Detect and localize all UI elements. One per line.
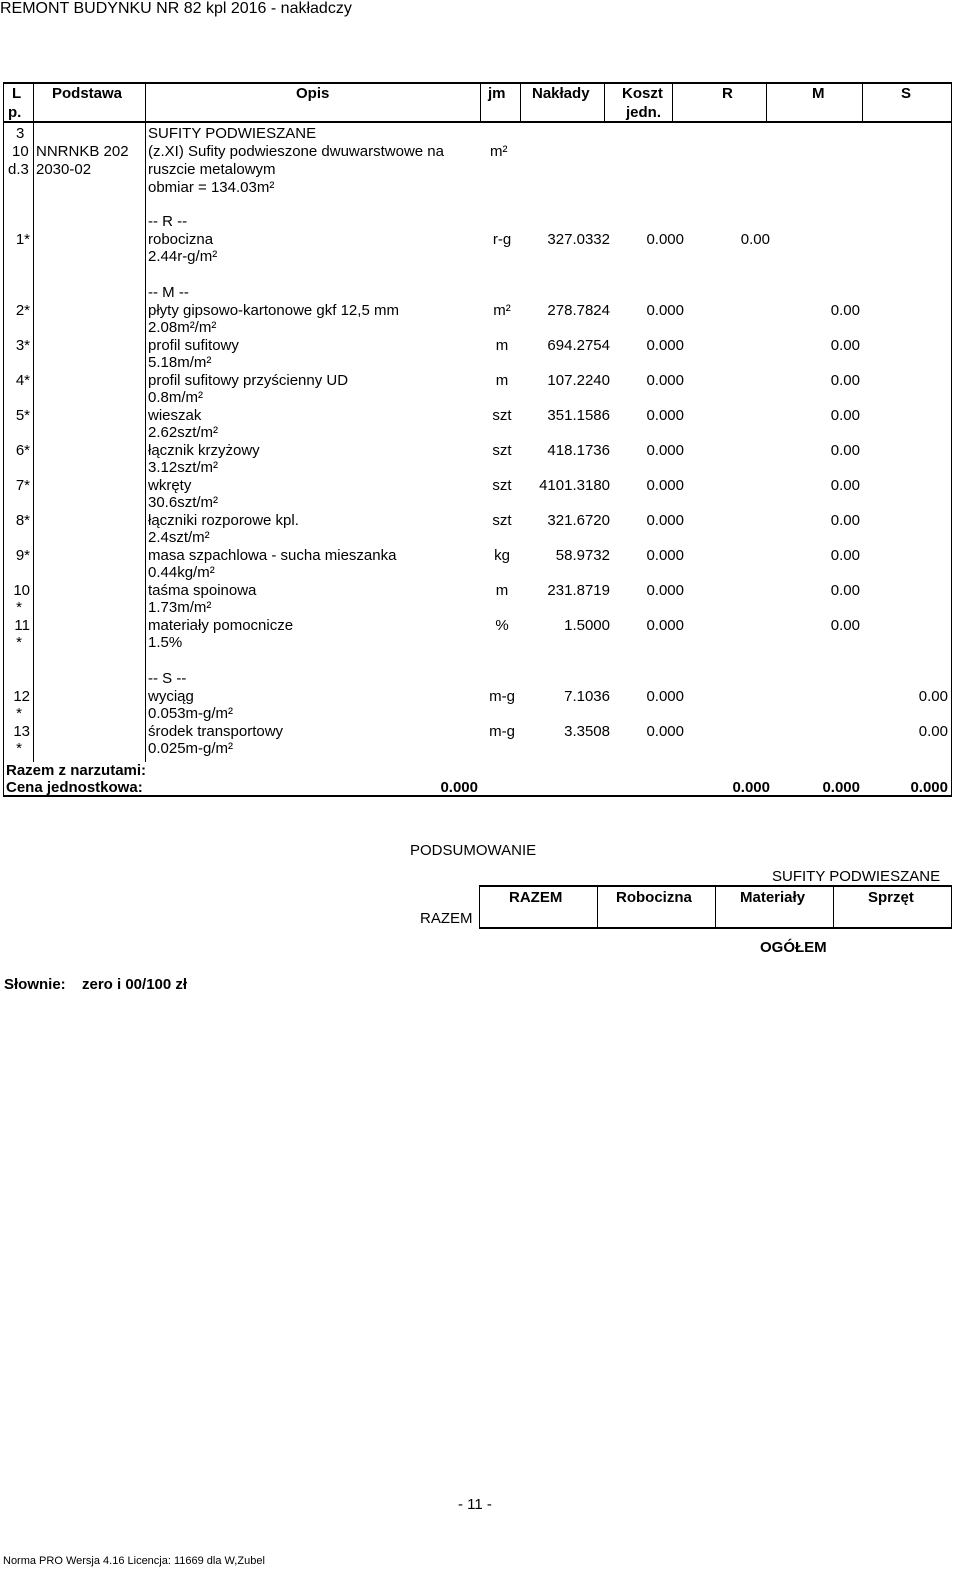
row-jm: szt [492, 512, 512, 529]
col-header-m: M [812, 85, 825, 102]
row-norm: 30.6szt/m² [148, 494, 219, 511]
row-name: materiały pomocnicze [148, 617, 294, 634]
section-title: SUFITY PODWIESZANE [148, 125, 317, 142]
col-divider-r [766, 82, 767, 122]
row-value: 0.00 [918, 723, 948, 740]
row-price: 0.000 [646, 231, 684, 248]
row-value: 0.00 [830, 477, 860, 494]
row-price: 0.000 [646, 617, 684, 634]
row-price: 0.000 [646, 688, 684, 705]
summary-total-label: OGÓŁEM [760, 939, 827, 956]
row-price: 0.000 [646, 723, 684, 740]
slownie-label: Słownie: [4, 976, 66, 993]
row-qty: 107.2240 [547, 372, 610, 389]
col-divider-naklady [604, 82, 605, 122]
row-qty: 3.3508 [564, 723, 610, 740]
col-divider-opis [480, 82, 481, 122]
cena-value: 0.000 [440, 779, 478, 796]
row-name: taśma spoinowa [148, 582, 257, 599]
row-lp: 8* [15, 512, 30, 529]
row-jm: szt [492, 442, 512, 459]
row-norm: 2.62szt/m² [148, 424, 219, 441]
row-value: 0.00 [830, 512, 860, 529]
row-lp: 3* [15, 337, 30, 354]
row-norm: 2.08m²/m² [148, 319, 217, 336]
row-price: 0.000 [646, 582, 684, 599]
summary-row-label: RAZEM [420, 910, 473, 927]
position-measure: obmiar = 134.03m² [148, 179, 275, 196]
cena-r: 0.000 [732, 779, 770, 796]
row-qty: 231.8719 [547, 582, 610, 599]
row-lp-star: * [16, 740, 22, 757]
position-basis-code: 2030-02 [36, 161, 92, 178]
row-lp: 1* [15, 231, 30, 248]
row-price: 0.000 [646, 512, 684, 529]
summary-title: PODSUMOWANIE [410, 842, 537, 859]
row-value: 0.00 [830, 337, 860, 354]
col-header-koszt-2: jedn. [626, 104, 662, 121]
row-jm: m-g [489, 723, 515, 740]
row-jm: kg [494, 547, 510, 564]
position-basis: NNRNKB 202 [36, 143, 129, 160]
row-norm: 3.12szt/m² [148, 459, 219, 476]
table-right-border [951, 82, 952, 797]
col-divider-lp [33, 82, 34, 762]
summary-col-razem: RAZEM [509, 889, 563, 906]
position-description: (z.XI) Sufity podwieszone dwuwarstwowe na [148, 143, 444, 160]
summary-right-border [951, 885, 952, 929]
col-header-koszt: Koszt [622, 85, 663, 102]
row-lp: 10 [13, 582, 30, 599]
row-qty: 7.1036 [564, 688, 610, 705]
row-price: 0.000 [646, 407, 684, 424]
row-jm: m² [493, 302, 511, 319]
row-jm: m [495, 337, 509, 354]
position-description-cont: ruszcie metalowym [148, 161, 276, 178]
row-jm: % [495, 617, 509, 634]
position-number: 10 [12, 143, 29, 160]
row-name: robocizna [148, 231, 214, 248]
row-price: 0.000 [646, 337, 684, 354]
row-norm: 5.18m/m² [148, 354, 212, 371]
col-header-jm: jm [488, 85, 506, 102]
row-lp: 7* [15, 477, 30, 494]
row-name: profil sufitowy przyścienny UD [148, 372, 349, 389]
row-norm: 0.44kg/m² [148, 564, 215, 581]
row-price: 0.000 [646, 302, 684, 319]
row-value: 0.00 [830, 617, 860, 634]
row-qty: 1.5000 [564, 617, 610, 634]
row-price: 0.000 [646, 442, 684, 459]
row-jm: m [495, 372, 509, 389]
row-lp: 5* [15, 407, 30, 424]
row-lp: 6* [15, 442, 30, 459]
row-name: profil sufitowy [148, 337, 239, 354]
group-header-r: -- R -- [148, 213, 188, 230]
summary-col-robocizna: Robocizna [616, 889, 692, 906]
col-divider-m [862, 82, 863, 122]
row-lp: 12 [13, 688, 30, 705]
cena-s: 0.000 [910, 779, 948, 796]
col-divider-podstawa [145, 82, 146, 762]
col-header-podstawa: Podstawa [52, 85, 123, 102]
row-lp: 9* [15, 547, 30, 564]
cena-label: Cena jednostkowa: [6, 779, 143, 796]
row-norm: 1.73m/m² [148, 599, 212, 616]
razem-label: Razem z narzutami: [6, 762, 147, 779]
summary-left-border [479, 885, 480, 929]
row-lp: 11 [14, 617, 30, 634]
table-left-border [3, 82, 4, 797]
col-divider-jm [520, 82, 521, 122]
row-value: 0.00 [830, 582, 860, 599]
page-number: - 11 - [458, 1496, 492, 1513]
col-header-s: S [901, 85, 912, 102]
row-norm: 2.4szt/m² [148, 529, 210, 546]
row-value: 0.00 [740, 231, 770, 248]
row-qty: 4101.3180 [539, 477, 610, 494]
col-header-lp-2: p. [8, 104, 22, 121]
row-qty: 694.2754 [547, 337, 610, 354]
cena-m: 0.000 [822, 779, 860, 796]
row-norm: 0.053m-g/m² [148, 705, 234, 722]
row-lp-star: * [16, 599, 22, 616]
row-lp: 13 [13, 723, 30, 740]
row-qty: 327.0332 [547, 231, 610, 248]
row-qty: 418.1736 [547, 442, 610, 459]
row-norm: 0.025m-g/m² [148, 740, 234, 757]
row-jm: m-g [489, 688, 515, 705]
row-qty: 351.1586 [547, 407, 610, 424]
row-name: łącznik krzyżowy [148, 442, 260, 459]
row-jm: m [495, 582, 509, 599]
summary-divider-3 [833, 885, 834, 929]
row-lp: 2* [15, 302, 30, 319]
position-unit: m² [490, 143, 508, 160]
slownie-value: zero i 00/100 zł [82, 976, 188, 993]
row-norm: 1.5% [148, 634, 183, 651]
group-header-m: -- M -- [148, 284, 189, 301]
row-jm: r-g [492, 231, 512, 248]
summary-divider-1 [597, 885, 598, 929]
footer-license: Norma PRO Wersja 4.16 Licencja: 11669 dla W,Zubel [3, 1555, 265, 1567]
summary-section: SUFITY PODWIESZANE [772, 868, 941, 885]
row-value: 0.00 [830, 372, 860, 389]
document-title: REMONT BUDYNKU NR 82 kpl 2016 - nakładczy [0, 0, 352, 17]
group-header-s: -- S -- [148, 670, 187, 687]
row-qty: 278.7824 [547, 302, 610, 319]
col-header-lp: L [12, 85, 22, 102]
col-header-r: R [722, 85, 733, 102]
row-lp-star: * [16, 705, 22, 722]
summary-divider-2 [715, 885, 716, 929]
row-lp: 4* [15, 372, 30, 389]
row-name: łączniki rozporowe kpl. [148, 512, 299, 529]
row-norm: 2.44r-g/m² [148, 248, 218, 265]
summary-col-materialy: Materiały [740, 889, 806, 906]
row-name: wieszak [148, 407, 202, 424]
row-name: wyciąg [148, 688, 194, 705]
row-name: wkręty [148, 477, 192, 494]
col-header-opis: Opis [296, 85, 330, 102]
col-header-naklady: Nakłady [532, 85, 590, 102]
col-divider-koszt [672, 82, 673, 122]
summary-col-sprzet: Sprzęt [868, 889, 914, 906]
row-value: 0.00 [830, 302, 860, 319]
row-norm: 0.8m/m² [148, 389, 204, 406]
row-qty: 58.9732 [555, 547, 610, 564]
row-value: 0.00 [918, 688, 948, 705]
row-jm: szt [492, 477, 512, 494]
row-jm: szt [492, 407, 512, 424]
row-value: 0.00 [830, 547, 860, 564]
row-value: 0.00 [830, 442, 860, 459]
row-name: płyty gipsowo-kartonowe gkf 12,5 mm [148, 302, 399, 319]
row-lp-star: * [16, 634, 22, 651]
row-name: środek transportowy [148, 723, 284, 740]
row-qty: 321.6720 [547, 512, 610, 529]
row-price: 0.000 [646, 547, 684, 564]
row-name: masa szpachlowa - sucha mieszanka [148, 547, 397, 564]
position-number-suffix: d.3 [8, 161, 29, 178]
row-price: 0.000 [646, 477, 684, 494]
section-number: 3 [16, 125, 25, 142]
row-value: 0.00 [830, 407, 860, 424]
row-price: 0.000 [646, 372, 684, 389]
